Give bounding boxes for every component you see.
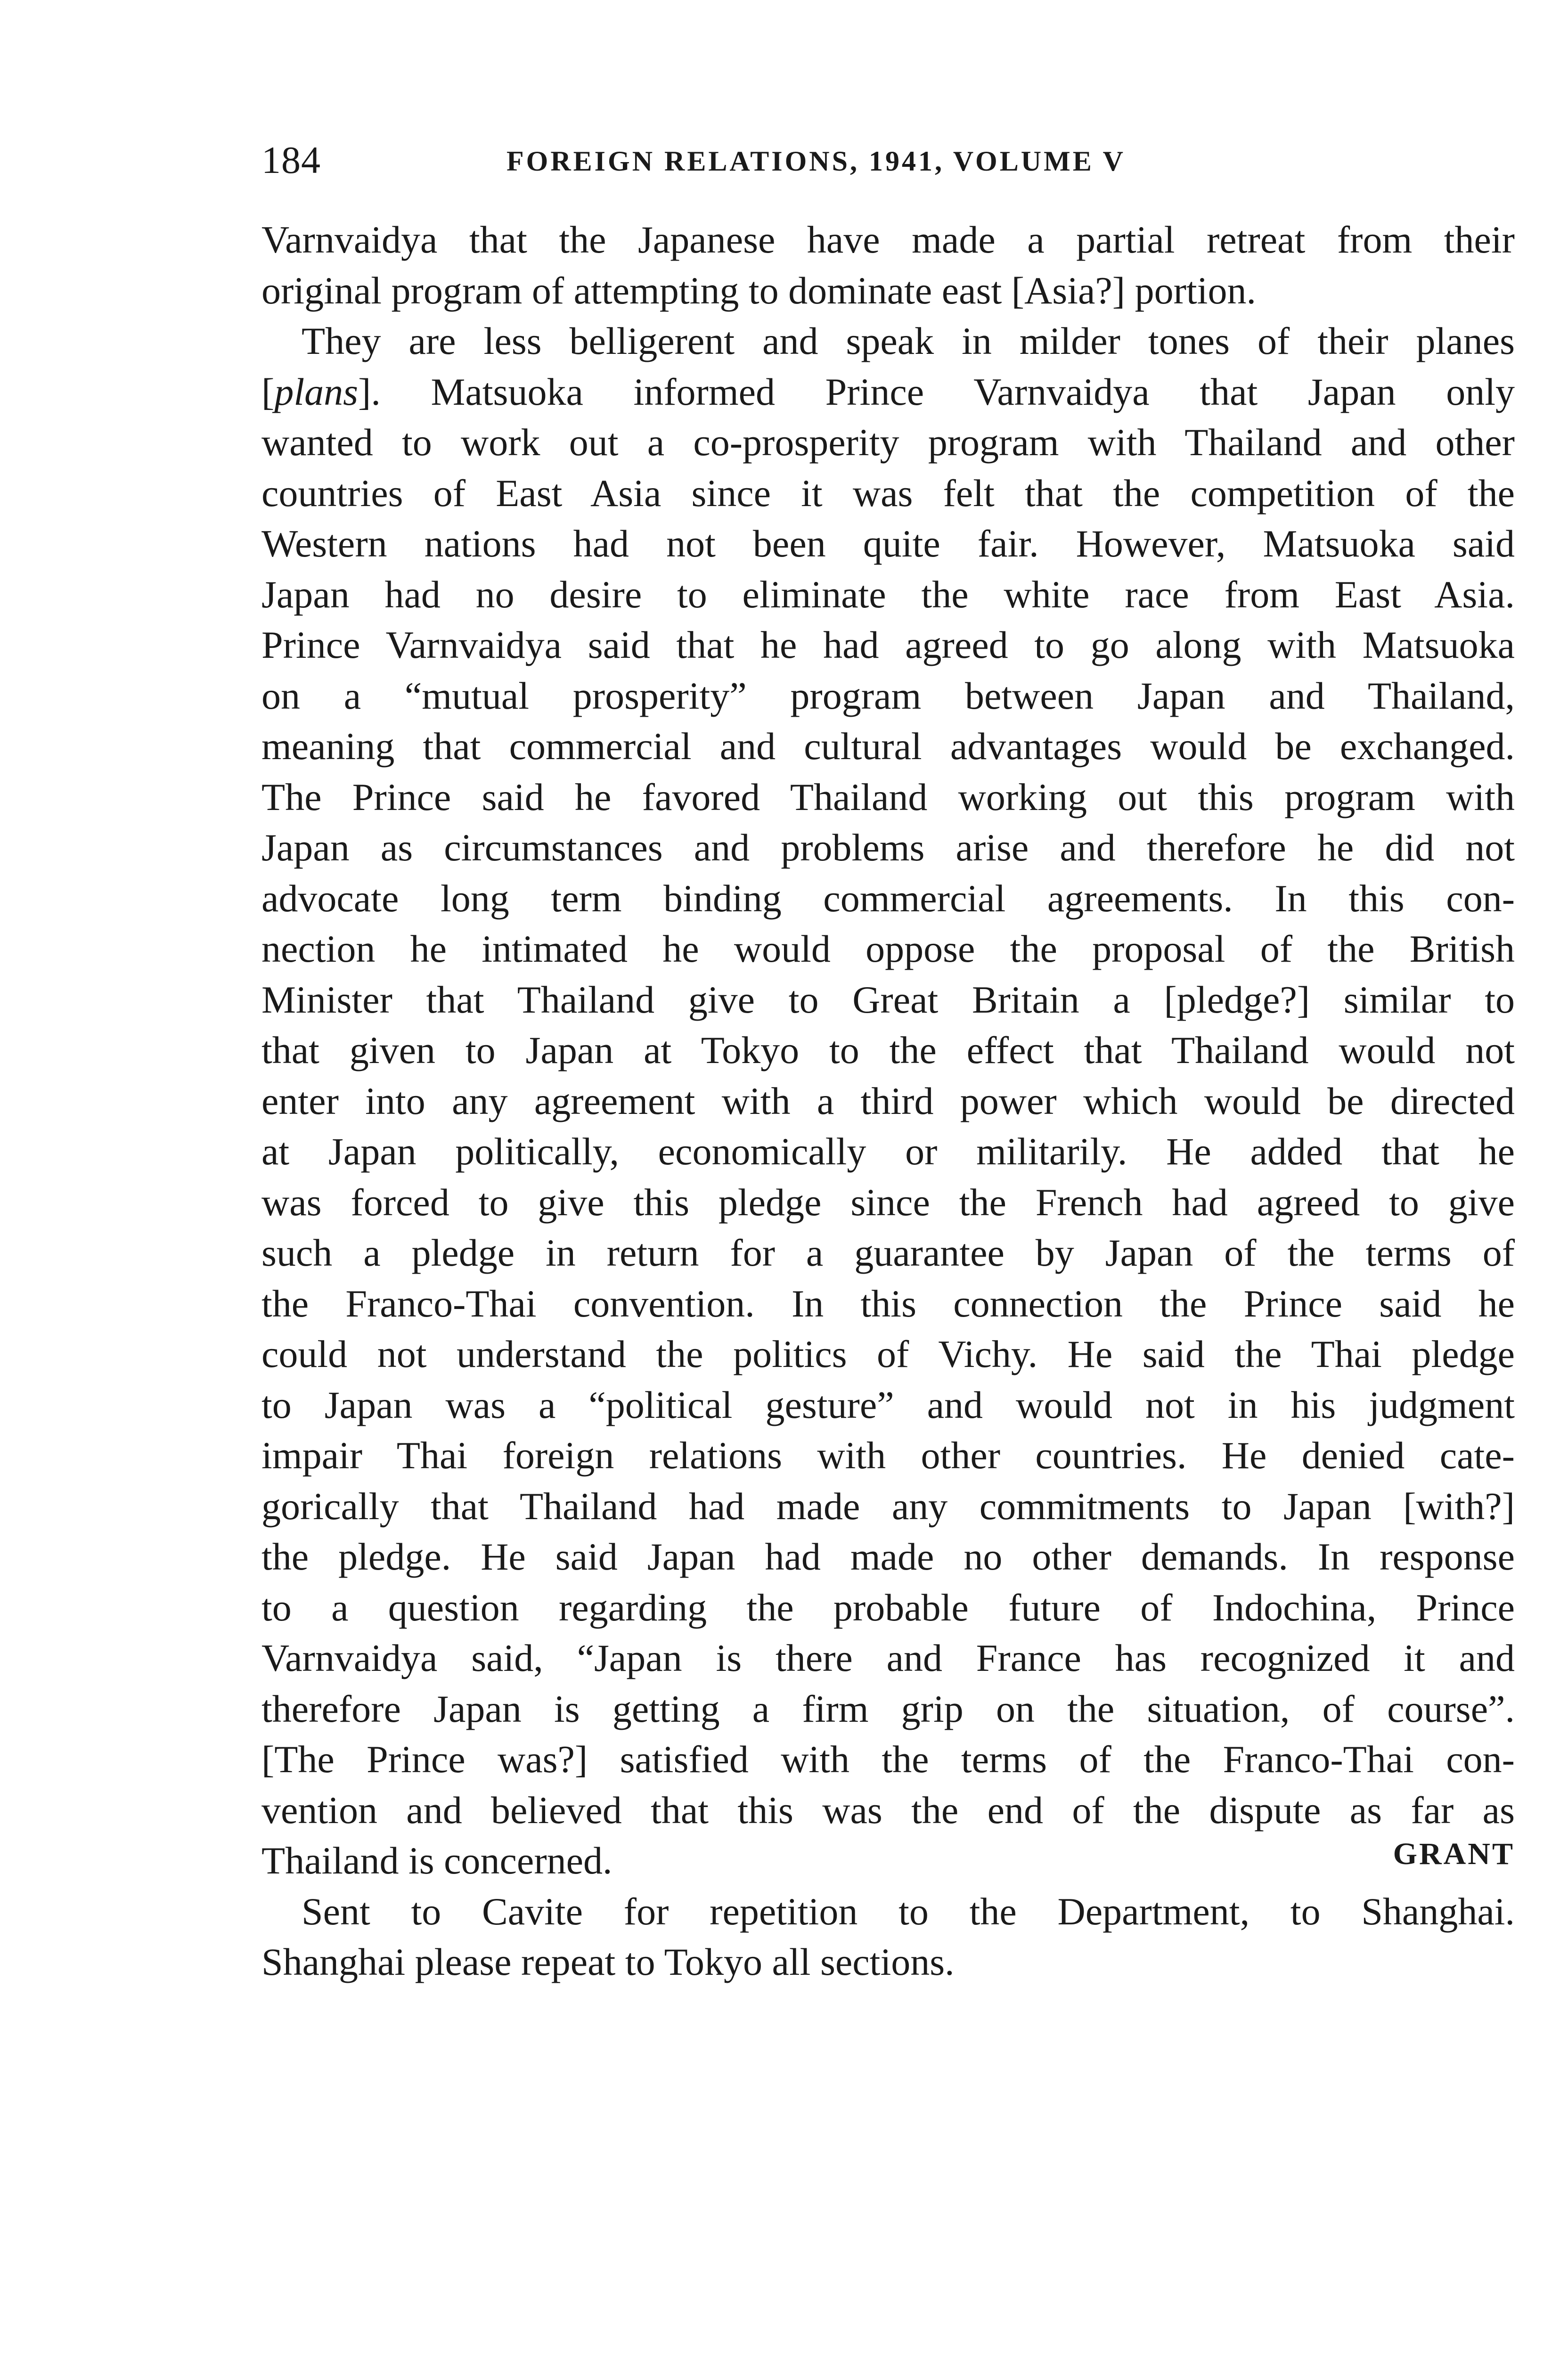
text-line: could not understand the politics of Vichy. He said the Thai pledge [261,1333,1515,1375]
plans-italic: plans [274,370,359,413]
text-line: wanted to work out a co-prosperity program with Thailand and other [261,421,1515,464]
page-header [261,137,1515,188]
text-line: therefore Japan is getting a firm grip on the situation, of course”. [261,1687,1515,1730]
text-line: the Franco-Thai convention. In this connection the Prince said he [261,1282,1515,1325]
text-line: enter into any agreement with a third power which would be directed [261,1079,1515,1122]
text-line: [The Prince was?] satisfied with the terms of the Franco-Thai con- [261,1738,1515,1781]
text-line [261,367,1515,417]
text-line-rest: ]. Matsuoka informed Prince Varnvaidya that Japan only [358,370,1515,413]
text-line: Minister that Thailand give to Great Britain a [pledge?] similar to [261,978,1515,1021]
body-text [261,214,1515,1988]
text-line: Varnvaidya said, “Japan is there and France has recognized it and [261,1636,1515,1679]
page-number: 184 [261,139,321,181]
signature: GRANT [1393,1837,1515,1871]
text-line: Thailand is concerned. [261,1839,612,1882]
text-line: Western nations had not been quite fair. However, Matsuoka said [261,522,1515,565]
text-line: at Japan politically, economically or militarily. He added that he [261,1130,1515,1173]
text-line: impair Thai foreign relations with other countries. He denied cate- [261,1434,1515,1477]
running-head: FOREIGN RELATIONS, 1941, VOLUME V [506,146,1126,177]
text-line: on a “mutual prosperity” program between Japan and Thailand, [261,674,1515,717]
text-line: to a question regarding the probable future of Indochina, Prince [261,1586,1515,1629]
text-line: original program of attempting to dominate east [Asia?] portion. [261,269,1256,312]
text-line: such a pledge in return for a guarantee by Japan of the terms of [261,1231,1515,1274]
text-line: meaning that commercial and cultural advantages would be exchanged. [261,725,1515,768]
text-line: Japan as circumstances and problems arise and therefore he did not [261,826,1515,869]
text-line: The Prince said he favored Thailand working out this program with [261,775,1515,818]
text-line: was forced to give this pledge since the French had agreed to give [261,1180,1515,1224]
text-line: gorically that Thailand had made any commitments to Japan [with?] [261,1484,1515,1528]
text-line: Prince Varnvaidya said that he had agreed to go along with Matsuoka [261,623,1515,666]
text-line: nection he intimated he would oppose the proposal of the British [261,927,1515,970]
text-line: vention and believed that this was the end of the dispute as far as [261,1788,1515,1832]
text-line: Sent to Cavite for repetition to the Department, to Shanghai. [302,1890,1515,1933]
text-line: that given to Japan at Tokyo to the effect that Thailand would not [261,1029,1515,1072]
text-line: Shanghai please repeat to Tokyo all sections. [261,1940,955,1983]
text-line: to Japan was a “political gesture” and would not in his judgment [261,1383,1515,1426]
text-line: countries of East Asia since it was felt that the competition of the [261,471,1515,515]
text-line: Varnvaidya that the Japanese have made a partial retreat from their [261,218,1515,261]
plans-bracket-open: [ [261,370,275,413]
text-line: advocate long term binding commercial agreements. In this con- [261,876,1515,920]
text-line: They are less belligerent and speak in milder tones of their planes [302,319,1515,362]
text-line: Japan had no desire to eliminate the white race from East Asia. [261,573,1515,616]
text-line: the pledge. He said Japan had made no other demands. In response [261,1535,1515,1578]
